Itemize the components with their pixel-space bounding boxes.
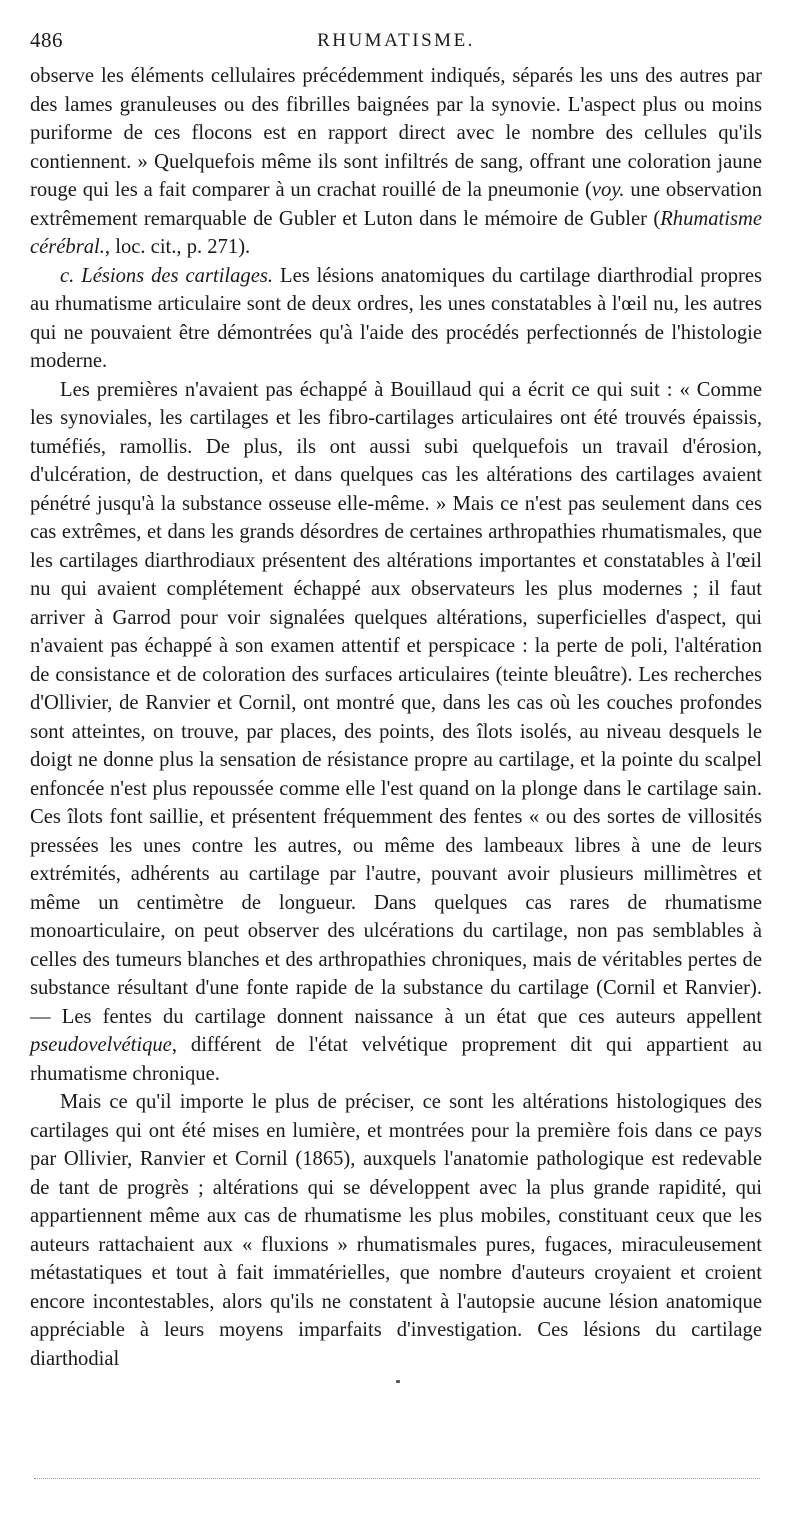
section-label-cartilages: c. Lésions des cartilages. [60, 264, 274, 287]
paragraph-2 [30, 262, 762, 376]
paragraph-1-italic-title: Rhumatisme cérébral. [30, 207, 762, 258]
paragraph-1-italic-voy: voy. [591, 179, 625, 201]
paragraph-3-text-a: Les premières n'avaient pas échappé à Bouillaud qui a écrit ce qui suit : « Comme les synoviales, les cartilages et les fibro-cartilages articulaires ont été trouvés épaissis, tuméfiés, ramollis. De plus, ils ont aussi subi quelquefois un travail d'érosion, d'ulcération, de destruction, et dans quelques cas les altérations des cartilages avaient pénétré jusqu'à la substance osseuse elle-même. » Mais ce n'est pas seulement dans ces cas extrêmes, et dans les grands désordres de certaines arthropathies rhumatismales, que les cartilages diarthrodiaux présentent des altérations importantes et constatables à l'œil nu qui avaient complétement échappé aux observateurs les plus modernes ; il faut arriver à Garrod pour voir signalées quelques altérations, superficielles d'aspect, qui n'avaient pas échappé à son examen attentif et perspicace : la perte de poli, l'altération de consistance et de coloration des surfaces articulaires (teinte bleuâtre). Les recherches d'Ollivier, de Ranvier et Cornil, ont montré que, dans les cas où les couches profondes sont atteintes, on trouve, par places, des points, des îlots isolés, au niveau desquels le doigt ne donne plus la sensation de résistance propre au cartilage, et la pointe du scalpel enfoncée n'est plus repoussée comme elle l'est quand on la plonge dans le cartilage sain. Ces îlots font saillie, et présentent fréquemment des fentes « ou des sortes de villosités pressées les unes contre les autres, ou même des lambeaux libres à une de leurs extrémités, adhérents au cartilage par l'autre, pouvant avoir plusieurs millimètres et même un centimètre de longueur. Dans quelques cas rares de rhumatisme monoarticulaire, on peut observer des ulcérations du cartilage, non pas semblables à celles des tumeurs blanches et des arthropathies chroniques, mais de véritables pertes de substance résultant d'une fonte rapide de la substance du cartilage (Cornil et Ranvier). — Les fentes du cartilage donnent naissance à un état que ces auteurs appellent [30, 378, 762, 1028]
paragraph-3 [30, 376, 762, 1089]
body-text [30, 62, 762, 1373]
bottom-rule [34, 1478, 760, 1479]
paragraph-3-text-b: , différent de l'état velvétique proprement dit qui appartient au rhumatisme chronique. [30, 1034, 762, 1085]
paragraph-2-text: Les lésions anatomiques du cartilage diarthrodial propres au rhumatisme articulaire sont de deux ordres, les unes constatables à l'œil nu, les autres qui ne pouvaient être démontrées qu'à l'aide des procédés perfectionnés de l'histologie moderne. [30, 264, 763, 372]
running-title: RHUMATISME. [317, 30, 475, 51]
print-mark [396, 1380, 400, 1383]
paragraph-4-text: Mais ce qu'il importe le plus de préciser, ce sont les altérations histologiques des cartilages qui ont été mises en lumière, et montrées pour la première fois dans ce pays par Ollivier, Ranvier et Cornil (1865), auxquels l'anatomie pathologique est redevable de tant de progrès ; altérations qui se développent avec la plus grande rapidité, qui appartiennent même aux cas de rhumatisme les plus mobiles, constituant ceux que les auteurs rattachaient aux « fluxions » rhumatismales pures, fugaces, miraculeusement métastatiques et tout à fait immatérielles, que nombre d'auteurs croyaient et croient encore incontestables, alors qu'ils ne constatent à l'autopsie aucune lésion anatomique appréciable à leurs moyens imparfaits d'investigation. Ces lésions du cartilage diarthodial [30, 1091, 762, 1370]
paragraph-1-text-b: une observation extrêmement remarquable de Gubler et Luton dans le mémoire de Gubler ( [30, 179, 762, 230]
paragraph-3-italic-term: pseudovelvétique [30, 1034, 172, 1056]
paragraph-1-text-a: observe les éléments cellulaires précédemment indiqués, séparés les uns des autres par des lames granuleuses ou des fibrilles baignées par la synovie. L'aspect plus ou moins puriforme de ces flocons est en rapport direct avec le nombre des cellules qu'ils contiennent. » Quelquefois même ils sont infiltrés de sang, offrant une coloration jaune rouge qui les a fait comparer à un crachat rouillé de la pneumonie ( [30, 65, 762, 201]
page-header [30, 18, 762, 62]
page-number: 486 [30, 28, 63, 52]
paragraph-1-text-c: , loc. cit., p. 271). [104, 236, 251, 258]
paragraph-1 [30, 62, 762, 262]
paragraph-4 [30, 1088, 762, 1373]
